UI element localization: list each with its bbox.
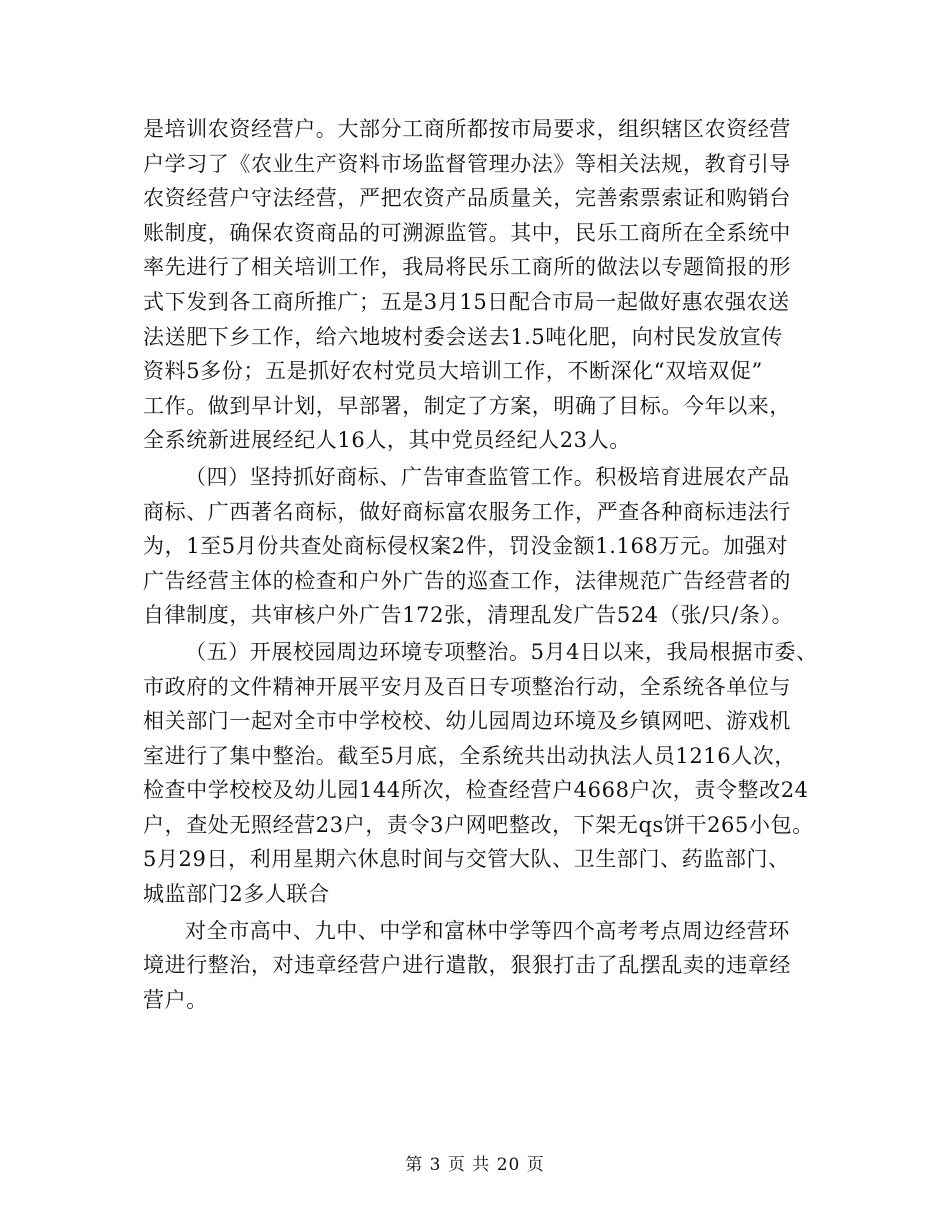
text-line: 相关部门一起对全市中学校校、幼儿园周边环境及乡镇网吧、游戏机 bbox=[143, 709, 791, 734]
text-line: 室进行了集中整治。截至5月底，全系统共出动执法人员1216人次， bbox=[143, 743, 797, 768]
text-line: 资料5多份；五是抓好农村党员大培训工作，不断深化“双培双促” bbox=[143, 359, 763, 384]
text-line: 商标、广西著名商标，做好商标富农服务工作，严查各种商标违法行 bbox=[143, 499, 791, 524]
text-line: 法送肥下乡工作，给六地坡村委会送去1.5吨化肥，向村民发放宣传 bbox=[143, 324, 783, 349]
text-line: 农资经营户守法经营，严把农资产品质量关，完善索票索证和购销台 bbox=[143, 186, 791, 211]
text-line: 是培训农资经营户。大部分工商所都按市局要求，组织辖区农资经营 bbox=[143, 117, 791, 141]
section-heading-4: （四）坚持抓好商标、广告审查监管工作。积极培育进展农产品 bbox=[185, 464, 790, 489]
text-line: 户学习了《农业生产资料市场监督管理办法》等相关法规，教育引导 bbox=[143, 151, 791, 176]
text-line: 5月29日，利用星期六休息时间与交管大队、卫生部门、药监部门、 bbox=[143, 847, 790, 872]
paragraph-start: 对全市高中、九中、中学和富林中学等四个高考考点周边经营环 bbox=[185, 918, 790, 943]
text-line: 全系统新进展经纪人16人，其中党员经纪人23人。 bbox=[143, 428, 631, 453]
text-line: 户，查处无照经营23户，责令3户网吧整改，下架无qs饼干265小包。 bbox=[143, 812, 814, 837]
page-number-footer: 第 3 页 共 20 页 bbox=[405, 1155, 545, 1175]
text-line: 式下发到各工商所推广；五是3月15日配合市局一起做好惠农强农送 bbox=[143, 289, 790, 314]
text-line: 境进行整治，对违章经营户进行遣散，狠狠打击了乱摆乱卖的违章经 bbox=[143, 953, 791, 978]
text-line: 工作。做到早计划，早部署，制定了方案，明确了目标。今年以来， bbox=[143, 393, 791, 418]
text-line: 营户。 bbox=[143, 987, 208, 1012]
text-line: 率先进行了相关培训工作，我局将民乐工商所的做法以专题简报的形 bbox=[143, 255, 791, 280]
section-heading-5: （五）开展校园周边环境专项整治。5月4日以来，我局根据市委、 bbox=[185, 639, 818, 664]
document-body bbox=[143, 112, 843, 1017]
text-line: 广告经营主体的检查和户外广告的巡查工作，法律规范广告经营者的 bbox=[143, 568, 791, 593]
text-line: 为，1至5月份共查处商标侵权案2件，罚没金额1.168万元。加强对 bbox=[143, 534, 788, 559]
text-line: 自律制度，共审核户外广告172张，清理乱发广告524（张/只/条）。 bbox=[143, 603, 794, 628]
text-line: 检查中学校校及幼儿园144所次，检查经营户4668户次，责令整改24 bbox=[143, 778, 809, 803]
text-line: 城监部门2多人联合 bbox=[143, 882, 330, 907]
text-line: 市政府的文件精神开展平安月及百日专项整治行动，全系统各单位与 bbox=[143, 674, 791, 699]
text-line: 账制度，确保农资商品的可溯源监管。其中，民乐工商所在全系统中 bbox=[143, 220, 791, 245]
